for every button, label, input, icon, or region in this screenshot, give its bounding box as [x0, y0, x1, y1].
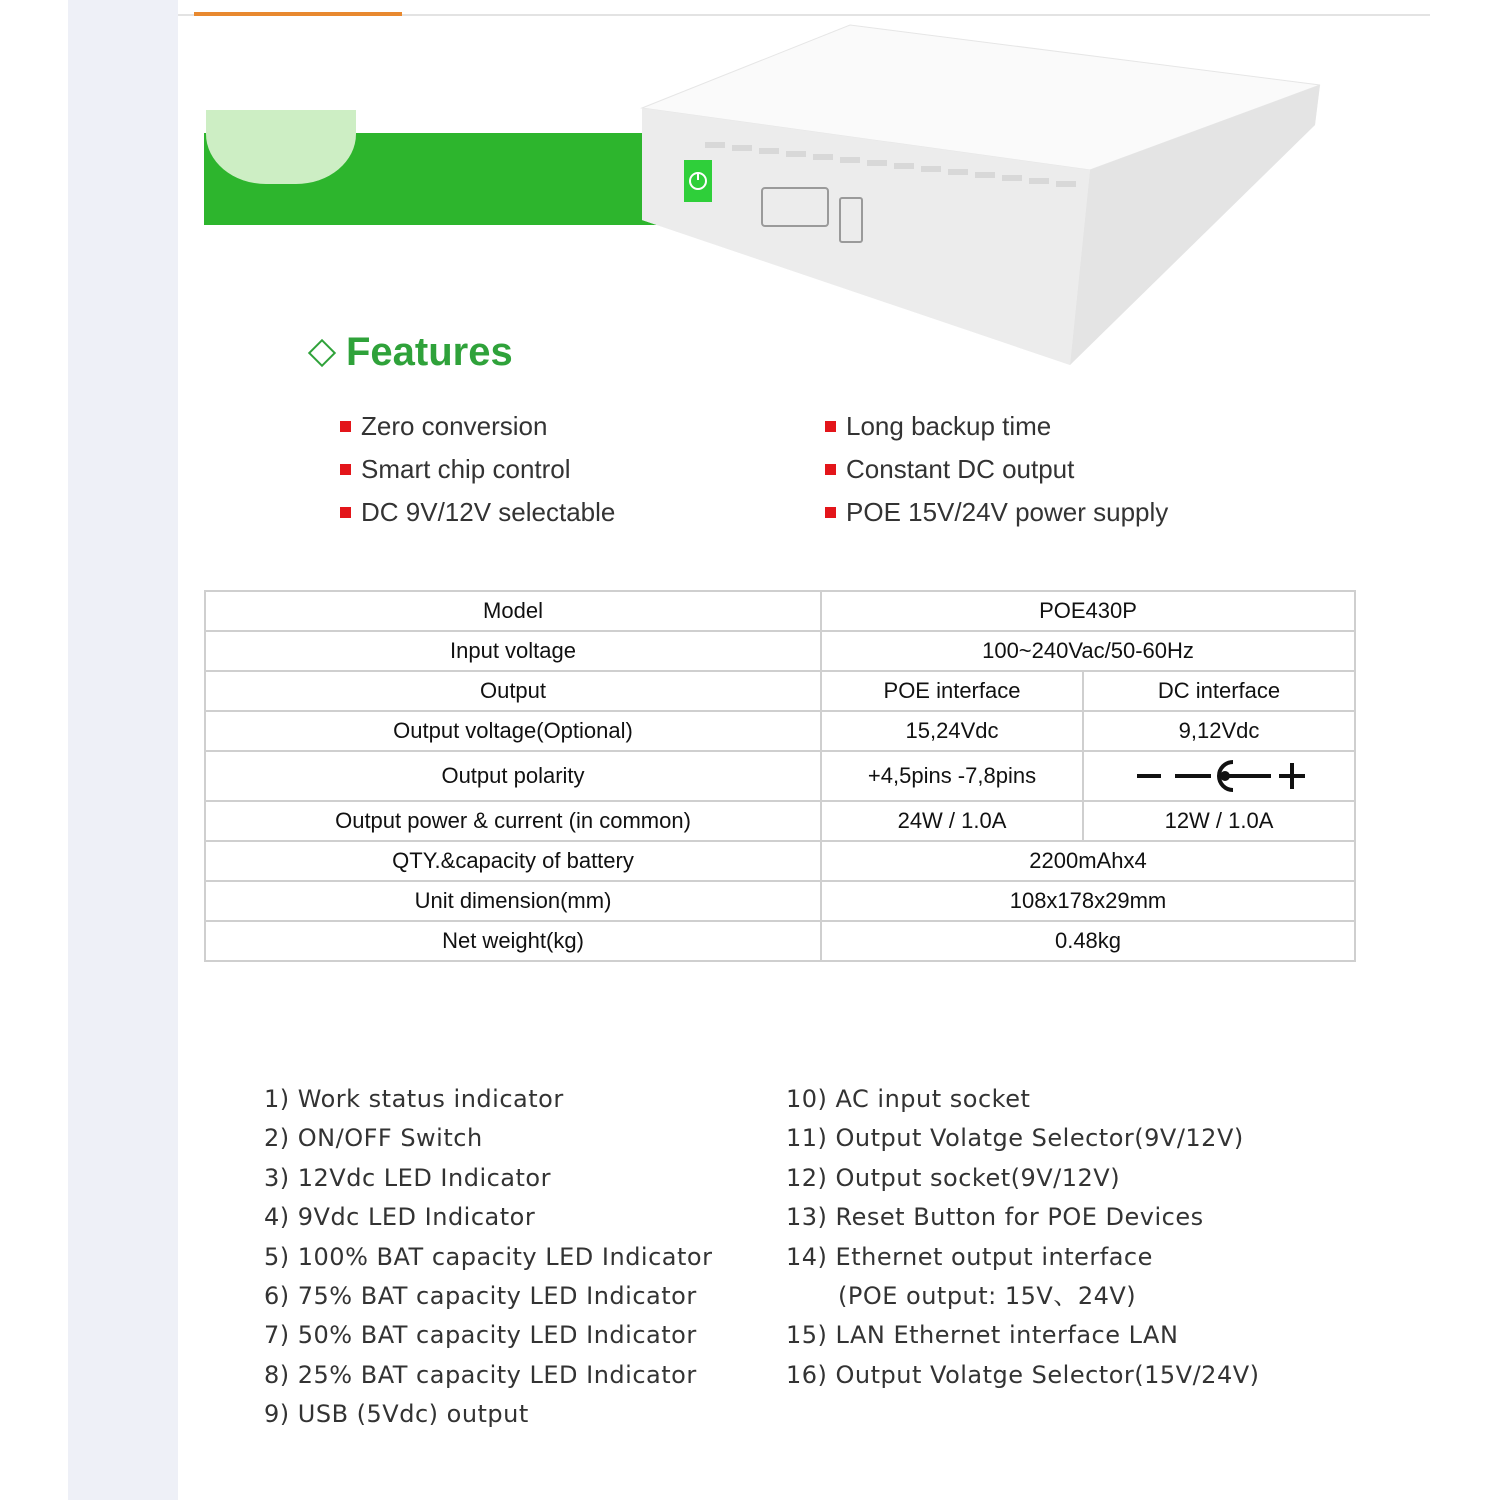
- output-polarity-label: Output polarity: [205, 751, 821, 801]
- table-row: [205, 801, 1355, 841]
- output-label: Output: [205, 671, 821, 711]
- weight-label: Net weight(kg): [205, 921, 821, 961]
- model-label: Model: [205, 591, 821, 631]
- list-item: 3) 12Vdc LED Indicator: [264, 1163, 551, 1192]
- table-row: [205, 711, 1355, 751]
- list-item: 13) Reset Button for POE Devices: [786, 1203, 1204, 1232]
- list-item: 14) Ethernet output interface: [786, 1242, 1153, 1271]
- features-title: Features: [346, 330, 513, 374]
- input-voltage-label: Input voltage: [205, 631, 821, 671]
- list-item: 7) 50% BAT capacity LED Indicator: [264, 1321, 697, 1350]
- output-polarity-dc: [1083, 751, 1355, 801]
- feature-item: POE 15V/24V power supply: [825, 498, 1240, 526]
- diamond-icon: [308, 338, 336, 366]
- parts-list-left: [264, 1080, 784, 1435]
- list-item: 6) 75% BAT capacity LED Indicator: [264, 1281, 697, 1310]
- red-square-bullet-icon: [825, 507, 836, 518]
- red-square-bullet-icon: [825, 464, 836, 475]
- power-button-icon: [684, 160, 712, 202]
- parts-list-right: [786, 1080, 1386, 1395]
- list-item: 15) LAN Ethernet interface LAN: [786, 1321, 1179, 1350]
- dc-polarity-center-negative-icon: [1129, 756, 1309, 796]
- dimension-label: Unit dimension(mm): [205, 881, 821, 921]
- battery-label: QTY.&capacity of battery: [205, 841, 821, 881]
- model-value: POE430P: [821, 591, 1355, 631]
- table-row: [205, 671, 1355, 711]
- output-power-dc: 12W / 1.0A: [1083, 801, 1355, 841]
- list-item: 2) ON/OFF Switch: [264, 1124, 483, 1153]
- table-row: [205, 841, 1355, 881]
- list-item: 11) Output Volatge Selector(9V/12V): [786, 1124, 1244, 1153]
- red-square-bullet-icon: [825, 421, 836, 432]
- list-item: 9) USB (5Vdc) output: [264, 1400, 529, 1429]
- output-voltage-poe: 15,24Vdc: [821, 711, 1083, 751]
- features-list: [340, 412, 1240, 526]
- list-item: 1) Work status indicator: [264, 1085, 564, 1113]
- output-power-poe: 24W / 1.0A: [821, 801, 1083, 841]
- list-item: 4) 9Vdc LED Indicator: [264, 1203, 536, 1232]
- page-gutter: [68, 0, 178, 1500]
- table-row: [205, 921, 1355, 961]
- red-square-bullet-icon: [340, 464, 351, 475]
- red-square-bullet-icon: [340, 507, 351, 518]
- list-item: 5) 100% BAT capacity LED Indicator: [264, 1242, 713, 1271]
- table-row: [205, 751, 1355, 801]
- output-polarity-poe: +4,5pins -7,8pins: [821, 751, 1083, 801]
- feature-item: DC 9V/12V selectable: [340, 498, 825, 526]
- feature-item: Smart chip control: [340, 455, 825, 483]
- list-item: 12) Output socket(9V/12V): [786, 1163, 1121, 1192]
- output-voltage-label: Output voltage(Optional): [205, 711, 821, 751]
- battery-value: 2200mAhx4: [821, 841, 1355, 881]
- table-row: [205, 881, 1355, 921]
- list-item: 10) AC input socket: [786, 1085, 1031, 1113]
- poe-interface-header: POE interface: [821, 671, 1083, 711]
- output-power-label: Output power & current (in common): [205, 801, 821, 841]
- dc-interface-header: DC interface: [1083, 671, 1355, 711]
- red-square-bullet-icon: [340, 421, 351, 432]
- input-voltage-value: 100~240Vac/50-60Hz: [821, 631, 1355, 671]
- feature-item: Zero conversion: [340, 412, 825, 440]
- brand-badge: [206, 110, 356, 184]
- spec-table: [204, 590, 1356, 962]
- list-item: 8) 25% BAT capacity LED Indicator: [264, 1360, 697, 1389]
- table-row: [205, 631, 1355, 671]
- feature-item: Constant DC output: [825, 455, 1240, 483]
- dimension-value: 108x178x29mm: [821, 881, 1355, 921]
- output-voltage-dc: 9,12Vdc: [1083, 711, 1355, 751]
- list-item: (POE output: 15V、24V): [838, 1281, 1137, 1310]
- table-row: [205, 591, 1355, 631]
- active-tab-indicator: [194, 12, 402, 16]
- list-item: 16) Output Volatge Selector(15V/24V): [786, 1360, 1260, 1389]
- feature-item: Long backup time: [825, 412, 1240, 440]
- left-rail: [0, 0, 68, 1500]
- weight-value: 0.48kg: [821, 921, 1355, 961]
- product-image: [620, 20, 1340, 380]
- features-heading: [306, 330, 513, 375]
